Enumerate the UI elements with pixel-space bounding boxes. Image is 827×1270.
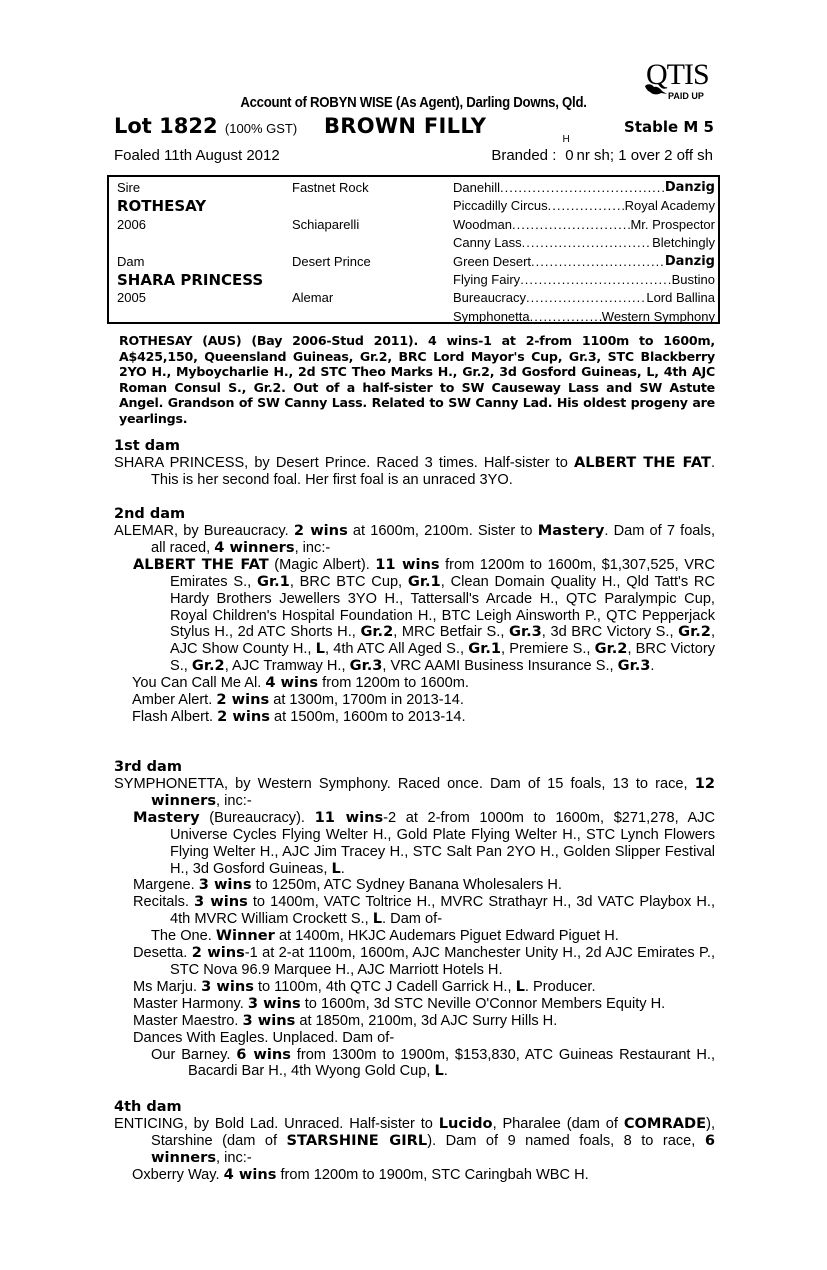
pedigree-row: Bureaucracy ..... Lord Ballina bbox=[453, 289, 715, 307]
fourth-dam-section bbox=[114, 1099, 715, 1184]
progeny-margene: Margene. 3 wins to 1250m, ATC Sydney Banana Wholesalers H. bbox=[133, 876, 562, 894]
branded-label: Branded : bbox=[491, 147, 557, 164]
foaled-date: Foaled 11th August 2012 bbox=[114, 147, 280, 164]
section-heading: 1st dam bbox=[114, 438, 180, 454]
dam-year: 2005 bbox=[117, 290, 146, 306]
pedigree-row: Green Desert ..... Danzig bbox=[453, 253, 715, 271]
dam-label: Dam bbox=[117, 253, 145, 269]
progeny-flash-albert: Flash Albert. 2 wins at 1500m, 1600m to 2013-14. bbox=[132, 707, 466, 725]
section-heading: 2nd dam bbox=[114, 506, 186, 522]
pedigree-row: Danehill ..... Danzig bbox=[453, 179, 715, 197]
sire-summary: ROTHESAY (AUS) (Bay 2006-Stud 2011). 4 wins-1 at 2-from 1100m to 1600m, A$425,150, Queensland Guineas, Gr.2, BRC Lord Mayor's Cup, Gr.3, STC Blackberry 2YO H., Myboycharlie H., 2d STC Theo Marks H., Gr.2, 3d Gosford Guineas, L, 4th AJC Roman Consul S., Gr.2. Out of a half-sister to SW Causeway Lass and SW Astute Angel. Grandson of SW Canny Lass. Related to SW Canny Lad. His oldest progeny are yearlings. bbox=[119, 333, 715, 426]
section-heading: 4th dam bbox=[114, 1099, 182, 1115]
pedigree-row: Woodman ..... Mr. Prospector bbox=[453, 216, 715, 234]
first-dam-text: SHARA PRINCESS, by Desert Prince. Raced 3 times. Half-sister to ALBERT THE FAT. This is her second foal. Her first foal is an unraced 3YO. bbox=[114, 454, 716, 488]
pedigree-grandparents bbox=[292, 179, 442, 308]
pedigree-row: Flying Fairy ..... Bustino bbox=[453, 271, 715, 289]
sire-name: ROTHESAY bbox=[117, 197, 207, 216]
progeny-ms-marju: Ms Marju. 3 wins to 1100m, 4th QTC J Cadell Garrick H., L. Producer. bbox=[133, 977, 596, 995]
fourth-dam-text: ENTICING, by Bold Lad. Unraced. Half-sister to Lucido, Pharalee (dam of COMRADE), Starshine (dam of STARSHINE GIRL). Dam of 9 named foals, 8 to race, 6 winners, inc:- bbox=[114, 1115, 715, 1166]
grandsire-maternal: Desert Prince bbox=[292, 253, 371, 269]
section-heading: 3rd dam bbox=[114, 759, 182, 775]
progeny-dances-with-eagles: Dances With Eagles. Unplaced. Dam of- bbox=[133, 1029, 395, 1046]
gst-note: (100% GST) bbox=[224, 121, 298, 136]
pedigree-row: Piccadilly Circus ..... Royal Academy bbox=[453, 197, 715, 215]
progeny-master-maestro: Master Maestro. 3 wins at 1850m, 2100m, 3d AJC Surry Hills H. bbox=[133, 1011, 558, 1029]
stable-location: Stable M 5 bbox=[624, 118, 714, 136]
granddam-maternal: Alemar bbox=[292, 290, 334, 306]
sire-year: 2006 bbox=[117, 216, 146, 232]
branding bbox=[491, 134, 713, 164]
vendor-account: Account of ROBYN WISE (As Agent), Darling Downs, Qld. bbox=[240, 94, 587, 111]
progeny-you-can-call-me-al: You Can Call Me Al. 4 wins from 1200m to 1600m. bbox=[132, 674, 469, 692]
third-dam-text: SYMPHONETTA, by Western Symphony. Raced once. Dam of 15 foals, 13 to race, 12 winners, inc:- bbox=[114, 775, 715, 809]
pedigree-row: Symphonetta ..... Western Symphony bbox=[453, 308, 715, 326]
third-dam-section bbox=[114, 759, 715, 1080]
logo-paid-up: PAID UP bbox=[668, 91, 704, 101]
progeny-the-one: The One. Winner at 1400m, HKJC Audemars Piguet Edward Piguet H. bbox=[151, 927, 619, 945]
progeny-oxberry-way: Oxberry Way. 4 wins from 1200m to 1900m, STC Caringbah WBC H. bbox=[132, 1165, 589, 1183]
second-dam-text: ALEMAR, by Bureaucracy. 2 wins at 1600m, 2100m. Sister to Mastery. Dam of 7 foals, all raced, 4 winners, inc:- bbox=[114, 522, 716, 556]
logo-text: QTIS bbox=[646, 58, 709, 91]
lot-label: Lot 1822 bbox=[114, 114, 218, 138]
first-dam-section bbox=[114, 438, 715, 489]
granddam-paternal: Schiaparelli bbox=[292, 216, 360, 232]
lot-number bbox=[114, 114, 297, 138]
pedigree-parents bbox=[117, 179, 287, 308]
progeny-albert-the-fat: ALBERT THE FAT (Magic Albert). 11 wins from 1200m to 1600m, $1,307,525, VRC Emirates S., Gr.1, BRC BTC Cup, Gr.1, Clean Domain Quality H., Qld Tatt's RC Hardy Brothers Jewellers 3YO H., Tattersall's Arcade H., QTC Paralympic Cup, Royal Children's Hospital Foundation H., BTC Leigh Ainsworth P., QTC Pepperjack Stylus H., 2d ATC Shorts H., Gr.2, MRC Betfair S., Gr.3, 3d BRC Victory S., Gr.2, AJC Show County H., L, 4th ATC All Aged S., Gr.1, Premiere S., Gr.2, BRC Victory S., Gr.2, AJC Tramway H., Gr.3, VRC AAMI Business Insurance S., Gr.3. bbox=[133, 555, 716, 675]
lot-title: BROWN FILLY bbox=[324, 114, 487, 138]
pedigree-great-grandparents bbox=[453, 179, 715, 326]
brand-mark-icon: H 0 bbox=[562, 134, 574, 164]
pedigree-row: Canny Lass ..... Bletchingly bbox=[453, 234, 715, 252]
progeny-recitals: Recitals. 3 wins to 1400m, VATC Toltrice H., MVRC Strathayr H., 3d VATC Playbox H., 4th MVRC William Crockett S., L. Dam of- bbox=[133, 893, 716, 928]
progeny-master-harmony: Master Harmony. 3 wins to 1600m, 3d STC Neville O'Connor Members Equity H. bbox=[133, 994, 666, 1012]
progeny-amber-alert: Amber Alert. 2 wins at 1300m, 1700m in 2013-14. bbox=[132, 691, 464, 709]
sire-label: Sire bbox=[117, 180, 141, 195]
second-dam-section bbox=[114, 506, 715, 726]
dam-name: SHARA PRINCESS bbox=[117, 271, 264, 290]
progeny-our-barney: Our Barney. 6 wins from 1300m to 1900m, $153,830, ATC Guineas Restaurant H., Bacardi Bar H., 4th Wyong Gold Cup, L. bbox=[151, 1045, 716, 1080]
lot-header bbox=[114, 114, 714, 142]
grandsire-paternal: Fastnet Rock bbox=[292, 180, 369, 195]
progeny-mastery: Mastery (Bureaucracy). 11 wins-2 at 2-from 1000m to 1600m, $271,278, AJC Universe Cycles Flying Welter H., Gold Plate Flying Welter H., STC Lynch Flowers Flying Welter H., AJC Jim Tracey H., STC Salt Pan 2YO H., Golden Slipper Festival H., 3d Gosford Guineas, L. bbox=[133, 808, 716, 877]
pedigree-table bbox=[107, 175, 720, 324]
progeny-desetta: Desetta. 2 wins-1 at 2-at 1100m, 1600m, AJC Manchester Unity H., 2d AJC Emirates P., STC Nova 96.9 Marquee H., AJC Marriott Hotels H. bbox=[133, 944, 715, 978]
branded-detail: nr sh; 1 over 2 off sh bbox=[576, 147, 713, 164]
